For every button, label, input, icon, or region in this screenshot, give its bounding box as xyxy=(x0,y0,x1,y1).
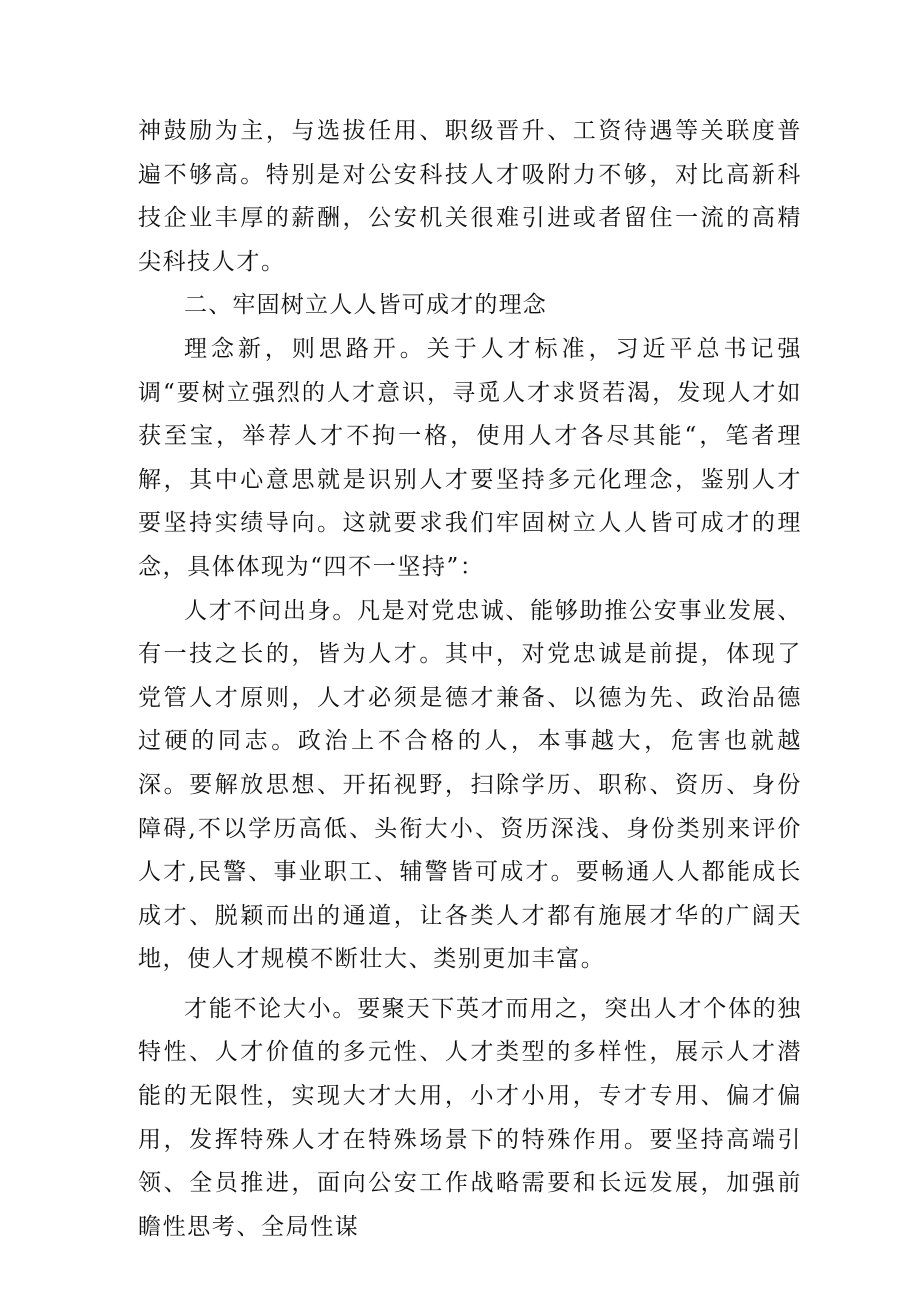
paragraph-talent-concept: 理念新，则思路开。关于人才标准，习近平总书记强调“要树立强烈的人才意识，寻觅人才求贤若渴，发现人才如获至宝，举荐人才不拘一格，使用人才各尽其能“，笔者理解，其中心意思就是识别人才要坚持多元化理念，鉴别人才要坚持实绩导向。这就要求我们牢固树立人人皆可成才的理念，具体体现为“四不一坚持”： xyxy=(138,335,802,580)
section-heading: 二、牢固树立人人皆可成才的理念 xyxy=(184,292,547,319)
paragraph-talent-origin: 人才不问出身。凡是对党忠诚、能够助推公安事业发展、有一技之长的，皆为人才。其中，对党忠诚是前提，体现了党管人才原则，人才必须是德才兼备、以德为先、政治品德过硬的同志。政治上不合格的人，本事越大，危害也就越深。要解放思想、开拓视野，扫除学历、职称、资历、身份障碍,不以学历高低、头衔大小、资历深浅、身份类别来评价人才,民警、事业职工、辅警皆可成才。要畅通人人都能成长成才、脱颖而出的通道，让各类人才都有施展才华的广阔天地，使人才规模不断壮大、类别更加丰富。 xyxy=(138,597,802,973)
document-body xyxy=(138,110,802,1249)
paragraph-continuation: 神鼓励为主，与选拔任用、职级晋升、工资待遇等关联度普遍不够高。特别是对公安科技人才吸附力不够，对比高新科技企业丰厚的薪酬，公安机关很难引进或者留住一流的高精尖科技人才。 xyxy=(138,118,802,275)
paragraph-talent-ability: 才能不论大小。要聚天下英才而用之，突出人才个体的独特性、人才价值的多元性、人才类型的多样性，展示人才潜能的无限性，实现大才大用，小才小用，专才专用、偏才偏用，发挥特殊人才在特殊场景下的特殊作用。要坚持高端引领、全员推进，面向公安工作战略需要和长远发展，加强前瞻性思考、全局性谋 xyxy=(138,995,802,1240)
